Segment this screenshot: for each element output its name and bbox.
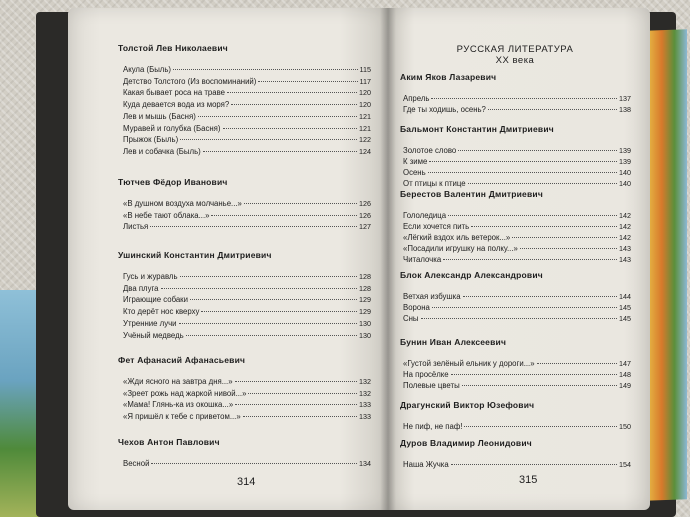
leader-dots bbox=[451, 374, 617, 375]
entry-page-number: 138 bbox=[619, 105, 631, 114]
entry-page-number: 115 bbox=[359, 65, 371, 74]
leader-dots bbox=[248, 393, 357, 394]
toc-entry bbox=[403, 146, 631, 155]
entry-title: Не пиф, не паф! bbox=[403, 422, 463, 431]
entry-page-number: 139 bbox=[619, 157, 631, 166]
author-heading: Аким Яков Лазаревич bbox=[400, 72, 497, 82]
toc-entry bbox=[123, 295, 371, 304]
entry-title: Лев и собачка (Быль) bbox=[123, 146, 201, 156]
entry-page-number: 128 bbox=[359, 283, 371, 293]
leader-dots bbox=[432, 307, 617, 308]
left-page-number: 314 bbox=[237, 476, 256, 488]
entry-page-number: 127 bbox=[359, 222, 371, 232]
page-header bbox=[440, 44, 590, 66]
toc-entry bbox=[123, 331, 371, 340]
toc-entry bbox=[403, 233, 631, 242]
entry-page-number: 121 bbox=[359, 111, 371, 121]
entry-title: Играющие собаки bbox=[123, 295, 188, 305]
toc-entry bbox=[123, 319, 371, 328]
toc-entry bbox=[123, 124, 371, 133]
entry-title: «Лёгкий вздох иль ветерок...» bbox=[403, 233, 511, 242]
entry-title: Муравей и голубка (Басня) bbox=[123, 123, 221, 133]
entry-title: Гусь и журавль bbox=[123, 272, 178, 281]
leader-dots bbox=[161, 288, 357, 289]
author-heading: Блок Александр Александрович bbox=[400, 270, 543, 280]
author-heading: Чехов Антон Павлович bbox=[118, 437, 220, 447]
leader-dots bbox=[223, 128, 358, 129]
toc-entry bbox=[403, 359, 631, 368]
entry-title: Куда девается вода из моря? bbox=[123, 100, 230, 110]
toc-entry bbox=[123, 400, 371, 409]
leader-dots bbox=[451, 464, 617, 465]
author-heading: Тютчев Фёдор Иванович bbox=[118, 177, 228, 187]
leader-dots bbox=[180, 139, 357, 140]
entry-title: Если хочется пить bbox=[403, 222, 470, 231]
book-gutter bbox=[380, 8, 396, 510]
toc-entry bbox=[403, 370, 631, 379]
entry-page-number: 129 bbox=[359, 295, 371, 305]
entry-title: Какая бывает роса на траве bbox=[123, 88, 225, 98]
cover-art-right bbox=[645, 29, 687, 500]
leader-dots bbox=[211, 215, 357, 216]
entry-title: Прыжок (Быль) bbox=[123, 135, 179, 145]
right-page-number: 315 bbox=[519, 474, 538, 486]
leader-dots bbox=[235, 381, 357, 382]
leader-dots bbox=[201, 311, 357, 312]
leader-dots bbox=[186, 335, 357, 336]
entry-title: Полевые цветы bbox=[403, 381, 460, 390]
entry-title: Осень bbox=[403, 168, 426, 177]
leader-dots bbox=[464, 426, 617, 427]
toc-entry bbox=[123, 211, 371, 220]
leader-dots bbox=[520, 248, 617, 249]
leader-dots bbox=[190, 299, 357, 300]
leader-dots bbox=[173, 69, 358, 70]
entry-title: Где ты ходишь, осень? bbox=[403, 105, 486, 114]
toc-entry bbox=[123, 412, 371, 421]
entry-title: Акула (Быль) bbox=[123, 65, 172, 74]
toc-entry bbox=[403, 211, 631, 220]
leader-dots bbox=[231, 104, 357, 105]
leader-dots bbox=[180, 276, 357, 277]
entry-page-number: 117 bbox=[359, 76, 371, 86]
leader-dots bbox=[203, 151, 357, 152]
entry-title: Золотое слово bbox=[403, 146, 457, 155]
header-line-1: РУССКАЯ ЛИТЕРАТУРА bbox=[456, 44, 574, 55]
toc-entry bbox=[123, 272, 371, 281]
leader-dots bbox=[429, 161, 617, 162]
entry-page-number: 134 bbox=[359, 459, 371, 468]
leader-dots bbox=[488, 109, 617, 110]
leader-dots bbox=[471, 226, 617, 227]
leader-dots bbox=[512, 237, 617, 238]
entry-title: «Я пришёл к тебе с приветом...» bbox=[123, 412, 241, 422]
leader-dots bbox=[537, 363, 617, 364]
leader-dots bbox=[151, 463, 357, 464]
entry-page-number: 130 bbox=[359, 318, 371, 328]
toc-entry bbox=[123, 307, 371, 316]
entry-page-number: 147 bbox=[619, 359, 631, 368]
leader-dots bbox=[463, 296, 617, 297]
entry-title: На просёлке bbox=[403, 370, 449, 379]
entry-title: «Густой зелёный ельник у дороги...» bbox=[403, 359, 535, 368]
author-heading: Ушинский Константин Дмитриевич bbox=[118, 250, 272, 260]
entry-title: «Жди ясного на завтра дня...» bbox=[123, 377, 233, 386]
toc-entry bbox=[123, 222, 371, 231]
entry-page-number: 148 bbox=[619, 370, 631, 379]
entry-page-number: 126 bbox=[359, 210, 371, 220]
author-heading: Фет Афанасий Афанасьевич bbox=[118, 355, 246, 365]
author-heading: Берестов Валентин Дмитриевич bbox=[400, 189, 543, 199]
entry-title: Апрель bbox=[403, 94, 430, 103]
entry-title: Учёный медведь bbox=[123, 330, 184, 340]
entry-title: «Посадили игрушку на полку...» bbox=[403, 244, 518, 253]
toc-entry bbox=[123, 459, 371, 468]
toc-entry bbox=[403, 460, 631, 469]
entry-title: «В душном воздуха молчанье...» bbox=[123, 199, 242, 208]
leader-dots bbox=[462, 385, 617, 386]
entry-title: «Зреет рожь над жаркой нивой...» bbox=[123, 388, 247, 398]
entry-title: Ворона bbox=[403, 303, 430, 312]
entry-title: Весной bbox=[123, 459, 150, 468]
author-heading: Драгунский Виктор Юзефович bbox=[400, 400, 535, 410]
entry-page-number: 142 bbox=[619, 222, 631, 231]
leader-dots bbox=[235, 404, 357, 405]
entry-title: Листья bbox=[123, 222, 149, 232]
toc-entry bbox=[123, 389, 371, 398]
leader-dots bbox=[448, 215, 617, 216]
toc-entry bbox=[123, 135, 371, 144]
toc-entry bbox=[403, 381, 631, 390]
toc-entry bbox=[403, 255, 631, 264]
toc-entry bbox=[123, 112, 371, 121]
entry-page-number: 126 bbox=[359, 199, 371, 208]
entry-title: Лев и мышь (Басня) bbox=[123, 111, 196, 121]
entry-page-number: 143 bbox=[619, 255, 631, 264]
author-heading: Толстой Лев Николаевич bbox=[118, 43, 228, 53]
leader-dots bbox=[227, 92, 357, 93]
entry-page-number: 143 bbox=[619, 244, 631, 253]
leader-dots bbox=[428, 172, 617, 173]
entry-page-number: 120 bbox=[359, 88, 371, 98]
entry-title: Детство Толстого (Из воспоминаний) bbox=[123, 76, 257, 86]
leader-dots bbox=[150, 226, 357, 227]
leader-dots bbox=[258, 81, 357, 82]
entry-page-number: 144 bbox=[619, 292, 631, 301]
entry-page-number: 145 bbox=[619, 303, 631, 312]
entry-page-number: 137 bbox=[619, 94, 631, 103]
leader-dots bbox=[243, 416, 357, 417]
toc-entry bbox=[123, 284, 371, 293]
toc-entry bbox=[403, 157, 631, 166]
entry-page-number: 133 bbox=[359, 400, 371, 410]
toc-entry bbox=[403, 292, 631, 301]
entry-page-number: 132 bbox=[359, 388, 371, 398]
toc-entry bbox=[123, 88, 371, 97]
toc-entry bbox=[123, 65, 371, 74]
header-line-2: XX века bbox=[495, 55, 535, 66]
entry-page-number: 145 bbox=[619, 314, 631, 323]
entry-page-number: 129 bbox=[359, 307, 371, 317]
author-heading: Дуров Владимир Леонидович bbox=[400, 438, 532, 448]
entry-page-number: 140 bbox=[619, 168, 631, 177]
toc-entry bbox=[403, 168, 631, 177]
entry-page-number: 139 bbox=[619, 146, 631, 155]
entry-title: Сны bbox=[403, 314, 419, 323]
entry-title: «В небе тают облака...» bbox=[123, 210, 210, 220]
author-heading: Бунин Иван Алексеевич bbox=[400, 337, 507, 347]
leader-dots bbox=[443, 259, 617, 260]
toc-entry bbox=[403, 105, 631, 114]
entry-page-number: 142 bbox=[619, 233, 631, 242]
toc-entry bbox=[403, 94, 631, 103]
entry-title: Ветхая избушка bbox=[403, 292, 461, 301]
entry-page-number: 154 bbox=[619, 460, 631, 469]
entry-page-number: 124 bbox=[359, 146, 371, 156]
toc-entry bbox=[123, 100, 371, 109]
entry-page-number: 122 bbox=[359, 135, 371, 145]
entry-title: Два плуга bbox=[123, 283, 159, 293]
entry-title: Наша Жучка bbox=[403, 460, 449, 469]
author-heading: Бальмонт Константин Дмитриевич bbox=[400, 124, 554, 134]
toc-entry bbox=[403, 314, 631, 323]
entry-title: Гололедица bbox=[403, 211, 447, 220]
toc-entry bbox=[123, 199, 371, 208]
toc-entry bbox=[403, 303, 631, 312]
entry-page-number: 132 bbox=[359, 377, 371, 386]
leader-dots bbox=[431, 98, 617, 99]
entry-page-number: 142 bbox=[619, 211, 631, 220]
toc-entry bbox=[123, 147, 371, 156]
entry-page-number: 130 bbox=[359, 330, 371, 340]
toc-entry bbox=[403, 244, 631, 253]
leader-dots bbox=[198, 116, 357, 117]
entry-page-number: 149 bbox=[619, 381, 631, 390]
entry-page-number: 140 bbox=[619, 179, 631, 188]
entry-title: Читалочка bbox=[403, 255, 442, 264]
leader-dots bbox=[458, 150, 617, 151]
toc-entry bbox=[123, 377, 371, 386]
entry-page-number: 150 bbox=[619, 422, 631, 431]
entry-title: От птицы к птице bbox=[403, 179, 466, 188]
toc-entry bbox=[403, 222, 631, 231]
entry-page-number: 121 bbox=[359, 123, 371, 133]
toc-entry bbox=[403, 179, 631, 188]
entry-title: К зиме bbox=[403, 157, 428, 166]
entry-page-number: 120 bbox=[359, 100, 371, 110]
entry-page-number: 133 bbox=[359, 412, 371, 422]
entry-page-number: 128 bbox=[359, 272, 371, 281]
toc-entry bbox=[123, 77, 371, 86]
leader-dots bbox=[244, 203, 357, 204]
entry-title: Кто дерёт нос кверху bbox=[123, 307, 200, 317]
entry-title: Утренние лучи bbox=[123, 318, 177, 328]
leader-dots bbox=[468, 183, 617, 184]
entry-title: «Мама! Глянь-ка из окошка...» bbox=[123, 400, 234, 410]
toc-entry bbox=[403, 422, 631, 431]
leader-dots bbox=[421, 318, 617, 319]
leader-dots bbox=[179, 323, 357, 324]
